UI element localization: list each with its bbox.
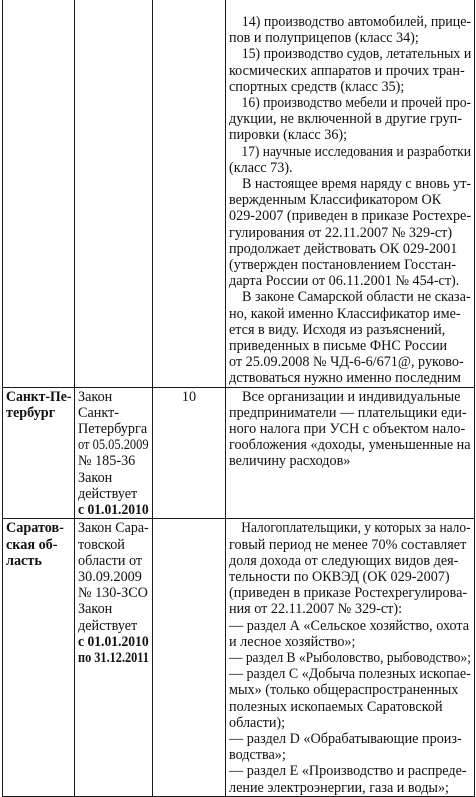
law-line: Петербурга bbox=[78, 421, 148, 438]
description-cell bbox=[226, 387, 475, 519]
description-line: — раздел D «Обрабатывающие произ- bbox=[229, 730, 462, 747]
law-cell bbox=[75, 519, 153, 796]
law-line: действует bbox=[78, 485, 138, 502]
table-row-samara-continued bbox=[3, 0, 475, 387]
description-line: гообложения «доходы, уменьшенные на bbox=[229, 437, 471, 454]
region-name: Саратов- bbox=[6, 520, 64, 537]
description-line: области); bbox=[229, 714, 286, 731]
description-line: полезных ископаемых Саратовской bbox=[229, 698, 443, 715]
rate-cell bbox=[153, 0, 226, 387]
law-cell bbox=[75, 0, 153, 387]
description-line: — раздел С «Добыча полезных ископае- bbox=[229, 666, 471, 683]
law-line: № 130-ЗСО bbox=[78, 585, 148, 602]
description-line: продолжает действовать ОК 029-2001 bbox=[229, 240, 458, 257]
description-line: ния от 22.11.2007 № 329-ст): bbox=[229, 601, 403, 618]
description-line: дствоваться нужно именно последним bbox=[229, 370, 462, 387]
law-line: Закон bbox=[78, 601, 113, 618]
region-name: Санкт-Пе- bbox=[6, 388, 72, 405]
description-line: — раздел Е «Производство и распреде- bbox=[229, 763, 467, 780]
description-line: (утвержден постановлением Госстан- bbox=[229, 257, 457, 274]
description-line: ление электроэнергии, газа и воды»; bbox=[229, 779, 450, 796]
description-line: говый период не менее 70% составляет bbox=[229, 536, 467, 553]
table-body bbox=[3, 0, 475, 796]
description-line: 14) производство автомобилей, прице- bbox=[241, 14, 472, 30]
region-cell bbox=[3, 519, 75, 796]
description-line: дукции, не включенной в другие груп- bbox=[229, 111, 462, 128]
law-expiry-date: по 31.12.2011 bbox=[78, 649, 149, 666]
description-line: доля дохода от следующих видов дея- bbox=[229, 552, 459, 569]
region-cell bbox=[3, 387, 75, 519]
description-line: пов и полуприцепов (класс 34); bbox=[229, 30, 419, 47]
description-line: величину расходов» bbox=[229, 453, 351, 470]
law-line: области от bbox=[78, 552, 143, 569]
tax-rate-value: 10 bbox=[181, 388, 197, 405]
tax-rate-table bbox=[2, 0, 475, 797]
law-line: Санкт- bbox=[78, 404, 119, 421]
table-row-saratov bbox=[3, 519, 475, 796]
description-line: Все организации и индивидуальные bbox=[242, 388, 461, 405]
description-line: приведенных в письме ФНС России bbox=[229, 338, 448, 355]
law-line: № 185-36 bbox=[78, 453, 136, 470]
description-line: 029-2007 (приведен в приказе Ростехре- bbox=[229, 208, 472, 225]
law-line: Закон Сара- bbox=[78, 520, 149, 537]
description-line: спортных средств (класс 35); bbox=[229, 78, 405, 95]
region-name: тербург bbox=[6, 404, 56, 421]
law-line: действует bbox=[78, 617, 138, 634]
description-line: 16) производство мебели и прочей про- bbox=[241, 95, 472, 112]
description-line: В настоящее время наряду с вновь ут- bbox=[241, 176, 472, 193]
description-cell bbox=[226, 0, 475, 387]
law-line: от 05.05.2009 bbox=[78, 437, 149, 454]
law-line: товской bbox=[78, 536, 125, 553]
description-line: предприниматели — плательщики еди- bbox=[229, 404, 467, 421]
description-line: ется в виду. Исходя из разъяснений, bbox=[229, 321, 446, 338]
description-line: (приведен в приказе Ростехрегулирова- bbox=[229, 585, 468, 602]
law-line: Закон bbox=[78, 469, 113, 486]
description-line: тельности по ОКВЭД (ОК 029-2007) bbox=[229, 568, 450, 585]
description-line: — раздел А «Сельское хозяйство, охота bbox=[229, 617, 470, 634]
description-line: В законе Самарской области не сказа- bbox=[242, 289, 471, 306]
law-cell bbox=[75, 387, 153, 519]
region-name: ская об- bbox=[6, 536, 58, 553]
law-effective-date: с 01.01.2010 bbox=[78, 502, 149, 519]
law-line: 30.09.2009 bbox=[78, 568, 142, 585]
description-line: гулирования от 22.11.2007 № 329-ст) bbox=[229, 224, 453, 241]
description-line: ного налога при УСН с объектом нало- bbox=[229, 421, 466, 438]
description-line: — раздел В «Рыболовство, рыбоводство»; bbox=[229, 649, 472, 666]
rate-cell bbox=[153, 387, 226, 519]
description-line: пировки (класс 36); bbox=[229, 127, 348, 144]
description-line: но, какой именно Классификатор име- bbox=[229, 305, 461, 322]
law-effective-date: с 01.01.2010 bbox=[78, 633, 149, 650]
rate-cell bbox=[153, 519, 226, 796]
description-line: вержденным Классификатором ОК bbox=[229, 192, 442, 209]
description-line: от 25.09.2008 № ЧД-6-6/671@, руково- bbox=[229, 354, 464, 371]
law-line: Закон bbox=[78, 388, 113, 405]
description-line: и лесное хозяйство»; bbox=[229, 633, 356, 650]
description-line: 15) производство судов, летательных и bbox=[241, 46, 472, 63]
region-name: ласть bbox=[6, 552, 42, 569]
table-row-saint-petersburg bbox=[3, 387, 475, 519]
description-line: дарта России от 06.11.2001 № 454-ст). bbox=[229, 273, 460, 290]
description-cell bbox=[226, 519, 475, 796]
description-line: космических аппаратов и прочих тран- bbox=[229, 62, 465, 79]
description-line: Налогоплательщики, у которых за нало- bbox=[241, 520, 471, 537]
description-line: мых» (только общераспространенных bbox=[229, 682, 459, 699]
description-line: водства»; bbox=[229, 747, 286, 764]
description-line: (класс 73). bbox=[229, 159, 293, 176]
region-cell bbox=[3, 0, 75, 387]
description-line: 17) научные исследования и разработки bbox=[241, 143, 471, 160]
